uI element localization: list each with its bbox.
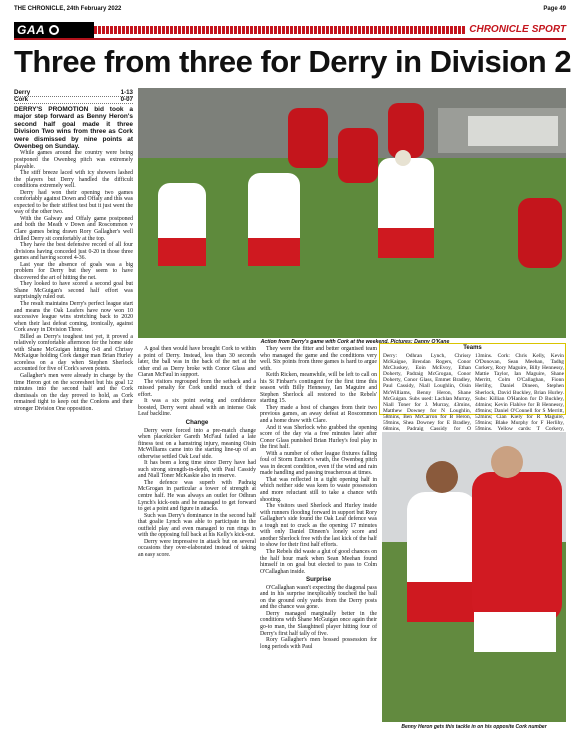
main-photo-caption: Action from Derry's game with Cork at the weekend. Pictures: Danny O'Kane	[260, 339, 450, 345]
article-paragraph: The visitors used Sherlock and Hurley inside with runners flooding forward in support but Rory Gallagher's side found the Oak Leaf defence was a tough nut to crack as the opening 17 minutes with only Daniel Dineen's lonely score and another Sherlock free with the last kick of the half to show for their first half efforts.	[260, 503, 377, 549]
teams-title: Teams	[463, 345, 482, 351]
article-paragraph: With a number of other league fixtures falling foul of Storm Eunice's wrath, the Owenbeg pitch was in decent condition, even if the wind and rain made handling and passing treacherous at times.	[260, 450, 377, 477]
chronicle-sport-brand	[469, 22, 566, 38]
article-paragraph: Derry were impressive in attack but on several occasions they over-elaborated instead of taking an easy score.	[138, 538, 256, 558]
article-paragraph: O'Callaghan wasn't expecting the diagonal pass and in his surprise inexplicably touched the ball on the ground only yards from the Derry posts and the chance was gone.	[260, 584, 377, 611]
article-column-1	[14, 106, 133, 732]
score-team: Derry	[14, 89, 31, 96]
subheading-change: Change	[185, 419, 209, 427]
section-header	[14, 22, 566, 40]
football-icon	[49, 25, 59, 35]
article-paragraph: The visitors regrouped from the setback and a missed penalty for Cork undid much of their effort.	[138, 378, 256, 398]
brand-chronicle: CHRONICLE	[469, 24, 529, 35]
article-paragraph: Such was Derry's dominance in the second half that goalie Lynch was able to participate in the outfield play and even managed to run rings in with the opposing full back at his Kelly's kick-out.	[138, 512, 256, 539]
score-team: Cork	[14, 96, 29, 103]
match-photo-illustration	[138, 88, 566, 338]
teams-derry: Derry: Odhran Lynch, Chrissy McKaigue, Brendan Rogers, Conor McCluskey, Eoin McEvoy, Ethan Doherty, Padraig McGrogan, Conor Doherty, Conor Glass, Emmet Bradley, Paul Cassidy, Niall Loughlin, Oisin McWilliams, Benny Heron, Shane McGuigan. Subs used: Lachlan Murray, Niall Toner for J. Murray, 43mins, Matthew Downey for N Loughlin, 58mins, Ben McCarron for B Heron, 59mins, Shea Downey for E Bradley, 68mins, Padraig Cassidy for O	[383, 353, 471, 433]
teams-cork: 13mins. Cork: Chris Kelly, Kevin O'Donovan, Sean Meehan, Tadhg Corkery, Rory Maguire, Billy Hennessy, Mattie Taylor, Ian Maguire, Shane Merritt, Colm O'Callaghan, Fionn Herlihy, Daniel Dineen, Stephen Sherlock, David Buckley, Brian Hurley. Subs: Killian O'Hanlon for D Buckley, 44mins; Kevin Flahive for B Hennessy, 49mins; Daniel O'Connell for S Merritt, 52mins; Cian Kiely for R Maguire, 59mins; Blake Murphy for F Herlihy, 59mins. Yellow cards: T Corkery,	[475, 353, 564, 433]
article-paragraph: Derry had won their opening two games comfortably against Down and Offaly and this was expected to be their stiffest test but it just went the way of the other two.	[14, 189, 133, 216]
subheading-surprise: Surprise	[305, 576, 332, 584]
match-photo-main	[138, 88, 566, 338]
tackle-photo-caption: Benny Heron gets this tackle in on his opposite Cork number	[401, 724, 547, 730]
article-paragraph: The defence was superb with Padraig McGrogan in particular a tower of strength at centre half. He was always an outlet for Odhran Lynch's kick-outs and he managed to get forward to get a point and figure in attacks.	[138, 479, 256, 513]
article-paragraph: They were the fitter and better organised team who managed the game and the conditions very well. Six points from three games is hard to argue with.	[260, 346, 377, 372]
article-paragraph: They looked to have scored a second goal but Shane McGuigan's second half effort was surprisingly ruled out.	[14, 281, 133, 301]
article-column-3	[260, 346, 377, 732]
article-lead: DERRY'S PROMOTION bid took a major step forward as Benny Heron's second half goal made it three Division Two wins from three as Cork were dismissed by nine points at Owenbeg on Sunday.	[14, 106, 133, 151]
header-stripe	[94, 26, 466, 34]
article-paragraph: Rory Gallagher's men bossed possession for long periods with Paul	[260, 637, 377, 650]
score-row-cork	[14, 96, 133, 104]
article-paragraph: Gallagher's men were already in charge by the time Heron got on the scoresheet but his goal 12 minutes into the second half and the Cork dismissals on the day proved to hold, as Cork remained tight to keep out the Conlons and their stronger Division One opposition.	[14, 373, 133, 412]
page-number: Page 49	[543, 6, 566, 12]
article-paragraph: They made a host of changes from their two previous games, an away defeat at Roscommon and a home draw with Clare.	[260, 404, 377, 425]
teams-box	[379, 343, 566, 433]
teams-cork-column	[475, 353, 564, 433]
tackle-photo-illustration	[382, 432, 566, 722]
gaa-logo	[14, 22, 94, 38]
article-paragraph: Billed as Derry's toughest test yet, it proved a relatively comfortable afternoon for the home side with Shane McGuigan hitting 0-8 and Chrissy McKaigue holding Cork danger man Brian Hurley scoreless on a day when Stephen Sherlock accounted for five of Cork's seven points.	[14, 333, 133, 373]
gaa-logo-text: GAA	[17, 23, 46, 37]
headline: Three from three for Derry in Division 2	[14, 44, 572, 79]
article-paragraph: The result maintains Derry's perfect league start and means the Oak Leafers have now won 10 successive league wins stretching back to 2020 when their last defeat coming, ironically, against Cork away in Division Three.	[14, 301, 133, 334]
article-paragraph: They have the best defensive record of all four divisions having conceded just 0-20 in those three games and having scored 4-36.	[14, 242, 133, 262]
publication-date: THE CHRONICLE, 24th February 2022	[14, 6, 122, 12]
article-paragraph: While games around the country were being postponed the Owenbeg pitch was extremely playable.	[14, 150, 133, 170]
article-paragraph: Derry were forced into a pre-match change when placekicker Gareth McFaul failed a late fitness test on a hamstring injury, meaning Oisin McWilliams came into the starting line-up of an otherwise settled Oak Leaf side.	[138, 427, 256, 460]
brand-sport: SPORT	[531, 24, 566, 35]
match-photo-tackle	[382, 432, 566, 722]
article-paragraph: That was reflected in a tight opening half in which neither side was keen to waste possession and more reluctant still to take a chance with shooting.	[260, 476, 377, 503]
page-topbar	[14, 6, 566, 16]
score-result: 0-07	[120, 96, 133, 103]
score-result: 1-13	[120, 89, 133, 96]
article-paragraph: A goal then would have brought Cork to within a point of Derry. Instead, less than 30 seconds later, the ball was in the back of the net at the other end as Derry broke with Conor Glass and Ciaran McFaul in support.	[138, 346, 256, 379]
article-column-2	[138, 346, 256, 732]
article-paragraph: Keith Ricken, meanwhile, will be left to call on his St Finbarr's contingent for the first time this season with Billy Hennessy, Ian Maguire and Stephen Sherlock all restored to the Rebels' starting 15.	[260, 372, 377, 405]
article-paragraph: And it was Sherlock who grabbed the opening score of the day via a free minutes later after Conor Glass punished Brian Hurley's foul play in the first half.	[260, 424, 377, 451]
article-paragraph: The stiff breeze laced with icy showers lashed the players but Derry handled the difficult conditions extremely well.	[14, 170, 133, 190]
article-paragraph: The Rebels did waste a glut of good chances on the half hour mark when Sean Meehan found himself in on goal but elected to pass to Colm O'Callaghan inside.	[260, 548, 377, 575]
article-paragraph: Last year the absence of goals was a big problem for Derry but they seem to have discovered the art of hitting the net.	[14, 261, 133, 281]
article-paragraph: With the Galway and Offaly game postponed and both the Meath v Down and Roscommon v Clare games being drawn Rory Gallagher's well drilled Derry sit comfortably at the top.	[14, 215, 133, 242]
article-paragraph: Derry managed marginally better in the conditions with Shane McGuigan once again their go-to man, the Slaughtneil player hitting four of Derry's first half tally of five.	[260, 610, 377, 637]
article-paragraph: It has been a long time since Derry have had such strong strength-in-depth, with Paul Cassidy and Niall Toner McKaskie also in reserve.	[138, 460, 256, 480]
article-paragraph: It was a six point swing and confidence boosted, Derry went ahead with an intense Oak Leaf backline.	[138, 398, 256, 418]
